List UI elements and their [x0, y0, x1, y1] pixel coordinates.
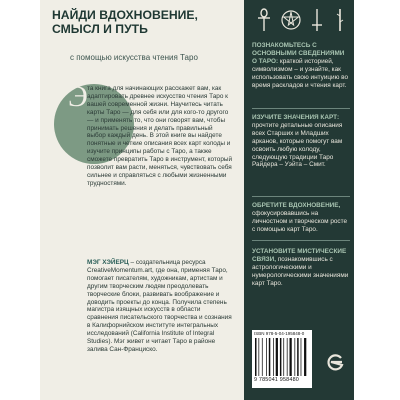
drop-cap: Э [68, 80, 88, 113]
section-connections [252, 248, 350, 288]
section-meanings [252, 114, 350, 169]
left-panel [40, 0, 236, 400]
barcode-bar [301, 338, 302, 376]
eksmo-logo-icon [326, 352, 346, 372]
barcode-bar [294, 338, 295, 376]
page-title: НАЙДИ ВДОХНОВЕНИЕ, СМЫСЛ И ПУТЬ [52, 8, 198, 36]
section-inspiration [252, 202, 350, 234]
isbn-text: ISBN 978-5-04-195848-0 [254, 331, 305, 336]
section-heading: ПОЗНАКОМЬТЕСЬ С ОСНОВНЫМИ СВЕДЕНИЯМИ О ТАРО: [252, 42, 345, 65]
barcode-bar [266, 338, 267, 376]
section-heading: ИЗУЧИТЕ ЗНАЧЕНИЯ КАРТ: [252, 114, 340, 121]
barcode-bar [269, 338, 271, 376]
right-panel [244, 0, 354, 400]
book-back-cover [40, 0, 354, 400]
divider [252, 240, 350, 241]
barcode-bar [258, 338, 259, 376]
wand-icon [334, 8, 346, 32]
section-basics [252, 42, 350, 89]
sword-icon [310, 8, 324, 32]
barcode-bar [283, 338, 284, 376]
section-body: познакомившись с астрологическими и нумерологическими значениями карт Таро. [252, 255, 349, 287]
barcode-bar [280, 338, 282, 376]
tarot-suit-icons [256, 8, 346, 32]
author-bio-text: – создательница ресурса CreativeMomentum.art, где она, применяя Таро, помогает писателям, художникам, артистам и другим творческим людям преодолевать творческие блоки, развивать воображение и доводить проекты до конца. Получила степень магистра изящных искусств в области сравнения писательского творчества и сознания в Калифорнийском институте интегральных исследований (California Institute of Integral Studies). Мэг живет и читает Таро в районе залива Сан-Франциско. [87, 259, 232, 353]
author-bio [87, 259, 233, 354]
section-body: прочтите детальные описания всех Старших и Младших арканов, которые помогут вам освоить любую колоду, следующую традиции Таро Райдера – Уэйта – Смит. [252, 121, 343, 169]
barcode-bar [262, 338, 263, 376]
barcode-bar [297, 338, 299, 376]
barcode-bar [276, 338, 278, 376]
intro-text: та книга для начинающих расскажет вам, как адаптировать древнее искусство чтения Таро к вашей современной жизни. Научитесь читать карты Таро — для себя или для кого-то другого — и применять то, что они говорят вам, чтобы принимать решения и делать правильный выбор каждый день. В этой книге вы найдете понятные и четкие описания всех карт колоды и изучите принципы работы с Таро, а также сможете превратить Таро в инструмент, который позволит вам расти, меняться, чувствовать себя сильнее и справляться с любыми жизненными трудностями. [87, 85, 233, 187]
section-heading: ОБРЕТИТЕ ВДОХНОВЕНИЕ, [252, 202, 341, 209]
barcode-bar [287, 338, 288, 376]
barcode-bars [255, 338, 309, 376]
section-heading: УСТАНОВИТЕ МИСТИЧЕСКИЕ СВЯЗИ, [252, 248, 347, 263]
pentacle-icon [280, 8, 302, 32]
author-name: МЭГ ХЭЙЕРЦ [87, 259, 129, 266]
section-body: сфокусировавшись на личностном и творческом росте с помощью карт Таро. [252, 209, 348, 233]
barcode-bar [255, 338, 257, 376]
divider [252, 196, 350, 197]
ankh-icon [256, 8, 272, 32]
barcode-bar [290, 338, 292, 376]
barcode-bar [273, 338, 274, 376]
divider [252, 108, 350, 109]
barcode [252, 330, 312, 388]
subtitle: с помощью искусства чтения Таро [70, 53, 198, 62]
barcode-bar [304, 338, 306, 376]
barcode-number: 9 785041 958480 [254, 377, 299, 383]
section-body: краткой историей, символизмом – и узнайте, как использовать свою интуицию во время раскладов и чтения карт. [252, 57, 349, 89]
